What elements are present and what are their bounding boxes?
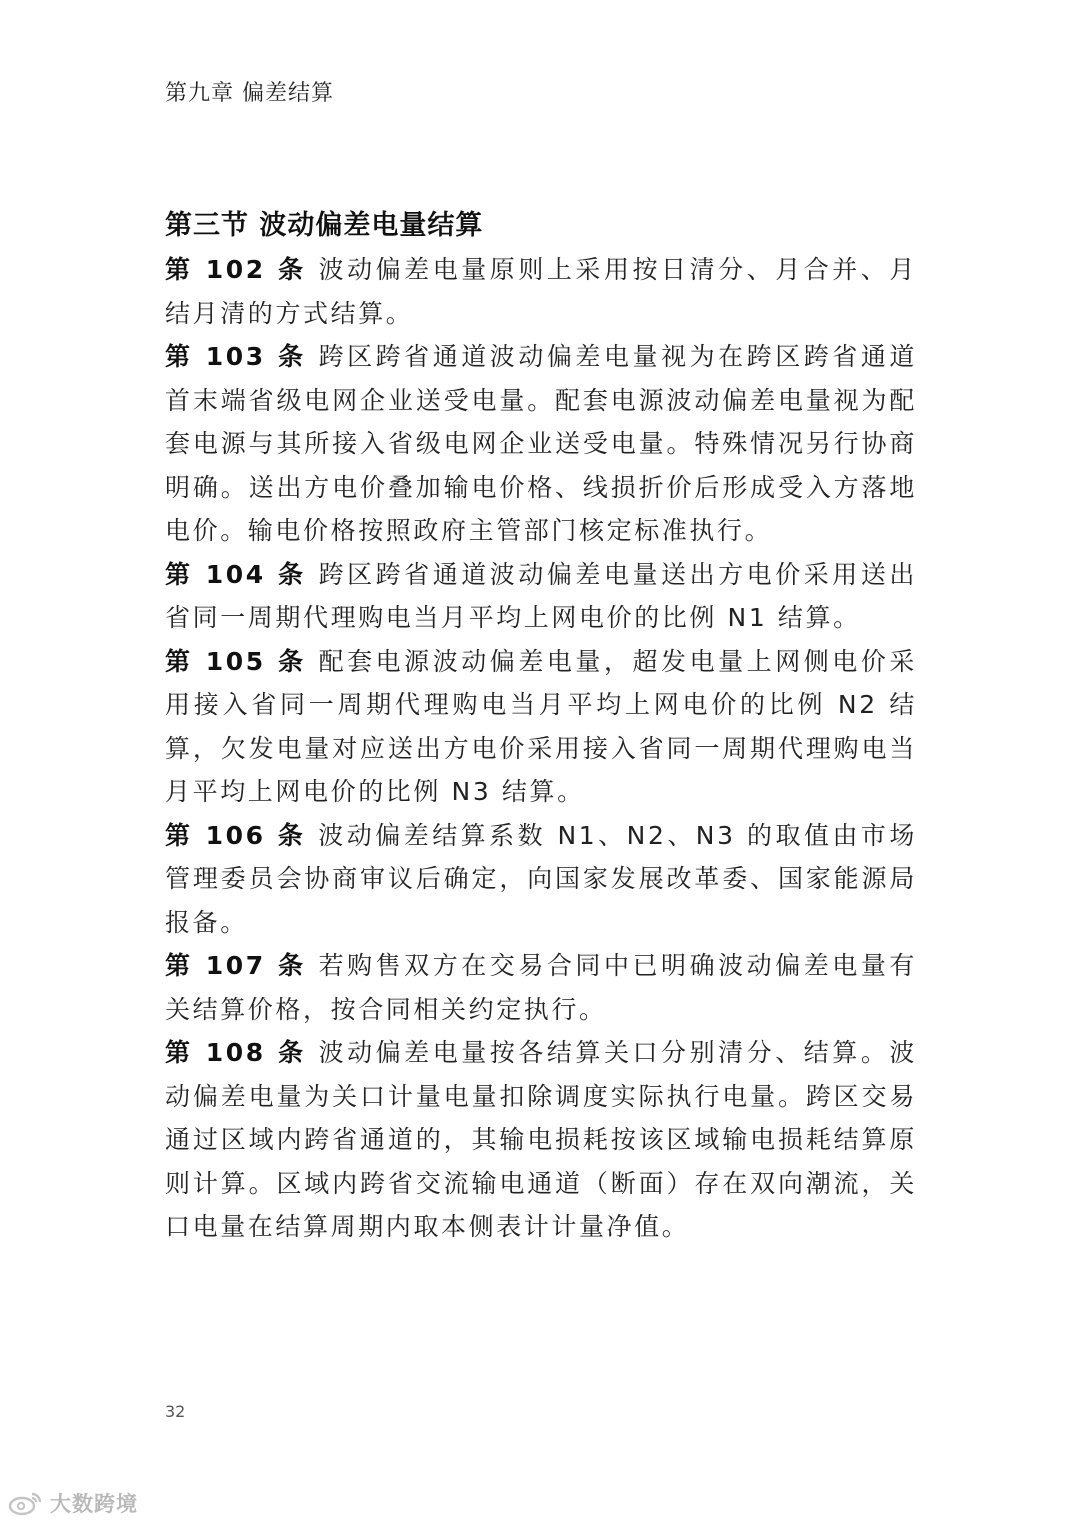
- article-label: 第 108 条: [165, 1038, 307, 1067]
- watermark-text: 大数跨境: [50, 1492, 138, 1516]
- article-text: 配套电源波动偏差电量，超发电量上网侧电价采用接入省同一周期代理购电当月平均上网电价的比例 N2 结算，欠发电量对应送出方电价采用接入省同一周期代理购电当月平均上网电价的比例 N3 结算。: [165, 646, 917, 806]
- article-text: 波动偏差结算系数 N1、N2、N3 的取值由市场管理委员会协商审议后确定，向国家发展改革委、国家能源局报备。: [165, 820, 917, 937]
- article-text: 跨区跨省通道波动偏差电量送出方电价采用送出省同一周期代理购电当月平均上网电价的比例 N1 结算。: [165, 559, 917, 632]
- page-number: 32: [165, 1402, 186, 1421]
- article-label: 第 107 条: [165, 951, 307, 980]
- watermark: [8, 1488, 138, 1518]
- article-102: [165, 248, 917, 335]
- article-107: [165, 944, 917, 1031]
- article-label: 第 105 条: [165, 646, 307, 676]
- article-104: [165, 553, 917, 640]
- article-label: 第 102 条: [165, 255, 307, 284]
- article-label: 第 103 条: [165, 342, 307, 371]
- article-103: [165, 335, 917, 553]
- chapter-header: 第九章 偏差结算: [165, 81, 334, 106]
- article-106: [165, 814, 917, 945]
- article-108: [165, 1031, 917, 1249]
- article-text: 波动偏差电量按各结算关口分别清分、结算。波动偏差电量为关口计量电量扣除调度实际执行电量。跨区交易通过区域内跨省通道的，其输电损耗按该区域输电损耗结算原则计算。区域内跨省交流输电通道（断面）存在双向潮流，关口电量在结算周期内取本侧表计计量净值。: [165, 1038, 917, 1241]
- article-105: [165, 640, 917, 814]
- weibo-logo-icon: [8, 1490, 44, 1516]
- article-text: 波动偏差电量原则上采用按日清分、月合并、月结月清的方式结算。: [165, 255, 917, 328]
- article-label: 第 104 条: [165, 559, 307, 589]
- article-label: 第 106 条: [165, 820, 307, 850]
- section-title: 第三节 波动偏差电量结算: [165, 210, 484, 241]
- article-text: 若购售双方在交易合同中已明确波动偏差电量有关结算价格，按合同相关约定执行。: [165, 951, 917, 1024]
- article-list: [165, 248, 917, 1249]
- article-text: 跨区跨省通道波动偏差电量视为在跨区跨省通道首末端省级电网企业送受电量。配套电源波动偏差电量视为配套电源与其所接入省级电网企业送受电量。特殊情况另行协商明确。送出方电价叠加输电价格、线损折价后形成受入方落地电价。输电价格按照政府主管部门核定标准执行。: [165, 342, 917, 545]
